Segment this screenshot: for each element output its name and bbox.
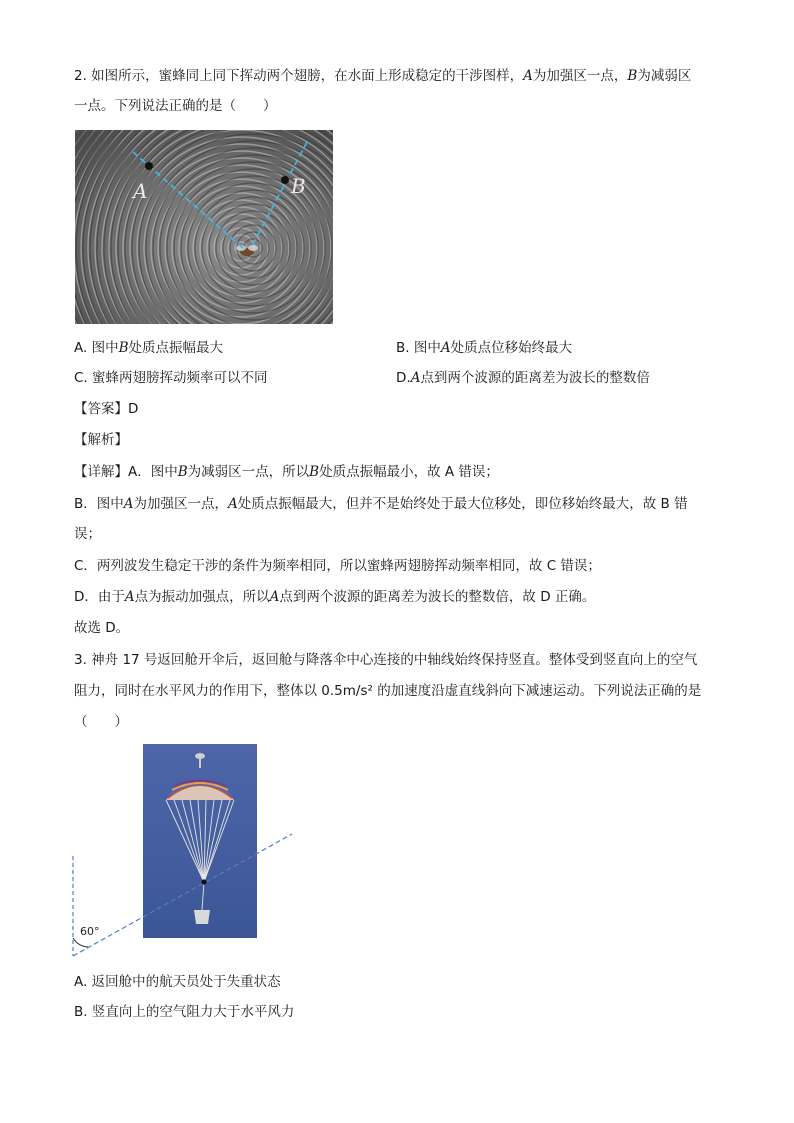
center-point xyxy=(201,879,206,884)
sky-photo xyxy=(143,744,257,938)
q3-parachute-figure xyxy=(70,742,300,960)
q2-option-a[interactable]: A. 图中B处质点振幅最大 xyxy=(74,340,224,356)
q2-stem-line-1: 2. 如图所示，蜜蜂同上同下挥动两个翅膀，在水面上形成稳定的干涉图样，A为加强区一点，B为减弱区 xyxy=(74,68,692,84)
q2-analysis-tag: 【解析】 xyxy=(74,432,128,448)
q2-interference-photo xyxy=(75,130,333,324)
q3-stem-line-1: 3. 神舟 17 号返回舱开伞后，返回舱与降落伞中心连接的中轴线始终保持竖直。整体受到竖直向上的空气 xyxy=(74,652,698,668)
return-capsule-icon xyxy=(194,910,210,924)
angle-label: 60° xyxy=(80,925,100,938)
q2-detail-2: B．图中A为加强区一点，A处质点振幅最大，但并不是始终处于最大位移处，即位移始终最大，故 B 错 xyxy=(74,496,688,512)
angle-arc xyxy=(73,938,88,947)
q2-stem-line-2: 一点。下列说法正确的是（ ） xyxy=(74,98,277,114)
q2-conclusion: 故选 D。 xyxy=(74,620,130,636)
q3-option-b[interactable]: B. 竖直向上的空气阻力大于水平风力 xyxy=(74,1004,295,1020)
q3-stem-line-2: 阻力，同时在水平风力的作用下，整体以 0.5m/s² 的加速度沿虚直线斜向下减速运动。下列说法正确的是 xyxy=(74,683,702,699)
point-A xyxy=(145,162,153,170)
label-A: A xyxy=(133,179,148,203)
q2-detail-2-cont: 误； xyxy=(74,526,101,542)
q2-detail-3: C．两列波发生稳定干涉的条件为频率相同，所以蜜蜂两翅膀挥动频率相同，故 C 错误； xyxy=(74,558,601,574)
q2-answer: 【答案】D xyxy=(74,401,139,417)
q3-stem-line-3: （ ） xyxy=(74,714,128,730)
q3-option-a[interactable]: A. 返回舱中的航天员处于失重状态 xyxy=(74,974,281,990)
label-B: B xyxy=(291,174,306,198)
q2-detail-4: D．由于A点为振动加强点，所以A点到两个波源的距离差为波长的整数倍，故 D 正确。 xyxy=(74,589,596,605)
q2-option-c[interactable]: C. 蜜蜂两翅膀挥动频率可以不同 xyxy=(74,370,268,386)
point-B xyxy=(281,176,289,184)
q2-option-d[interactable]: D.A点到两个波源的距离差为波长的整数倍 xyxy=(396,370,650,386)
q2-option-b[interactable]: B. 图中A处质点位移始终最大 xyxy=(396,340,573,356)
q2-detail-1: 【详解】A．图中B为减弱区一点，所以B处质点振幅最小，故 A 错误； xyxy=(74,464,499,480)
